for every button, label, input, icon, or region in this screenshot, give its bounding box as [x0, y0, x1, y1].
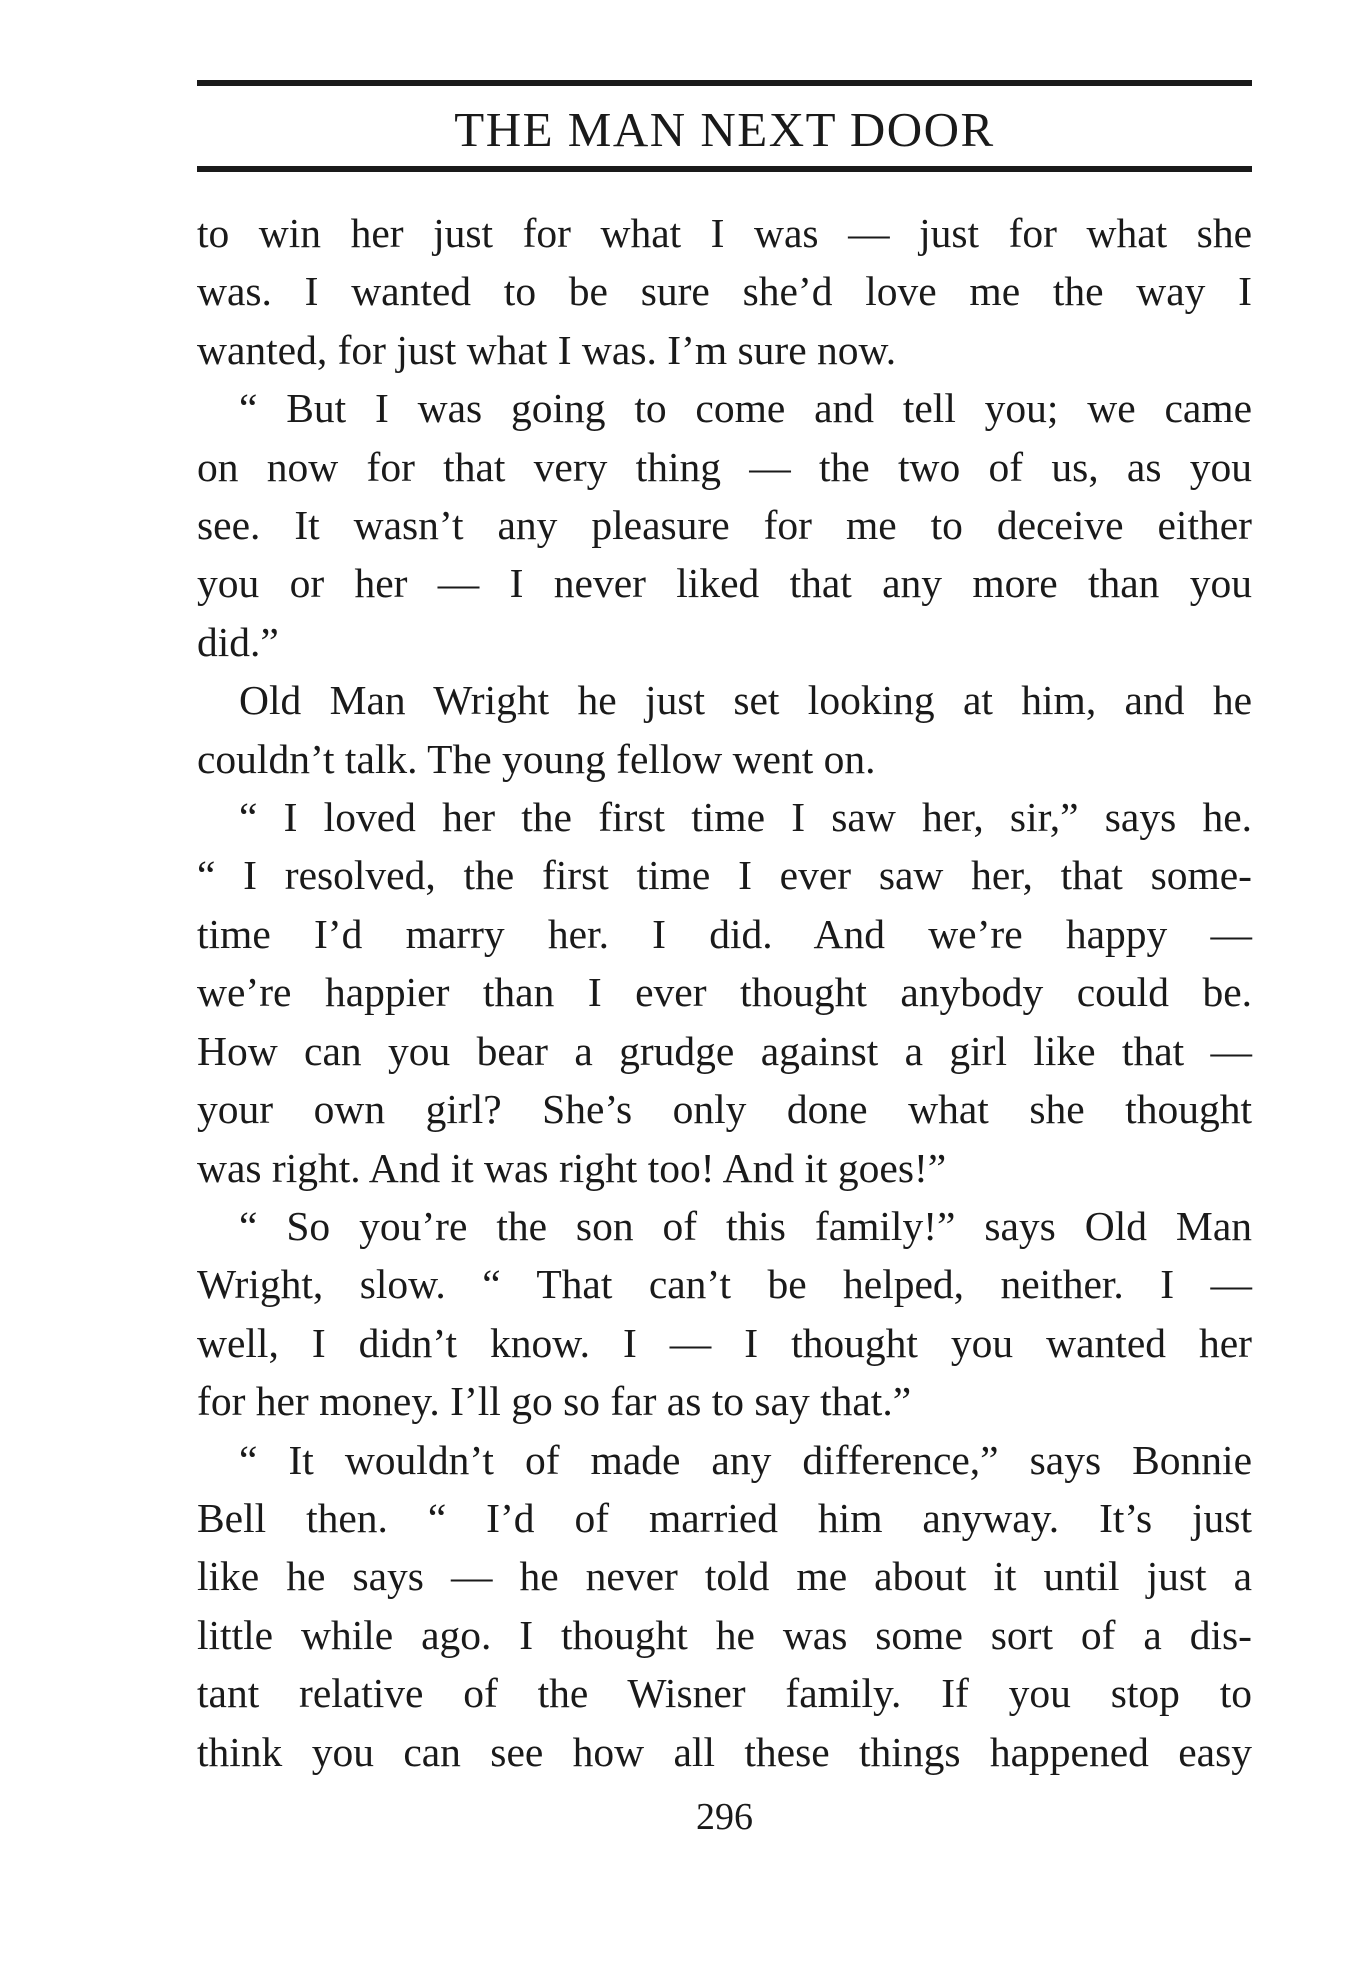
paragraph — [197, 1197, 1252, 1431]
text-line: you or her — I never liked that any more than you — [197, 560, 1252, 607]
text-line: Old Man Wright he just set looking at him, and he — [239, 677, 1252, 724]
text-line: “ But I was going to come and tell you; we came — [239, 385, 1252, 432]
text-line: was. I wanted to be sure she’d love me the way I — [197, 268, 1252, 315]
text-line: like he says — he never told me about it until just a — [197, 1553, 1252, 1600]
text-line: “ So you’re the son of this family!” says Old Man — [239, 1202, 1252, 1249]
running-head: THE MAN NEXT DOOR — [454, 102, 995, 157]
header-rule-bottom — [197, 166, 1252, 172]
text-line: “ I loved her the first time I saw her, sir,” says he. — [239, 794, 1252, 841]
text-line: did.” — [197, 618, 279, 665]
text-line: “ I resolved, the first time I ever saw her, that some- — [197, 852, 1252, 899]
text-line: “ It wouldn’t of made any difference,” says Bonnie — [239, 1436, 1252, 1483]
text-line: time I’d marry her. I did. And we’re happy — — [197, 910, 1252, 957]
text-line: well, I didn’t know. I — I thought you wanted her — [197, 1319, 1252, 1366]
body-text — [197, 204, 1252, 1781]
paragraph — [197, 204, 1252, 379]
paragraph — [197, 379, 1252, 671]
text-line: little while ago. I thought he was some sort of a dis- — [197, 1611, 1252, 1658]
text-line: think you can see how all these things happened easy — [197, 1728, 1252, 1775]
text-line: to win her just for what I was — just for what she — [197, 210, 1252, 256]
paragraph — [197, 788, 1252, 1197]
text-line: we’re happier than I ever thought anybody could be. — [197, 969, 1252, 1016]
page-number: 296 — [696, 1796, 753, 1838]
text-line: couldn’t talk. The young fellow went on. — [197, 735, 876, 782]
text-line: your own girl? She’s only done what she thought — [197, 1086, 1252, 1133]
text-line: on now for that very thing — the two of us, as you — [197, 443, 1252, 490]
text-line: Bell then. “ I’d of married him anyway. It’s just — [197, 1494, 1252, 1541]
header-rule-top — [197, 80, 1252, 86]
text-line: see. It wasn’t any pleasure for me to deceive either — [197, 502, 1252, 549]
text-line: How can you bear a grudge against a girl like that — — [197, 1027, 1252, 1074]
text-line: for her money. I’ll go so far as to say that.” — [197, 1378, 912, 1425]
paragraph — [197, 1431, 1252, 1781]
text-line: wanted, for just what I was. I’m sure now. — [197, 326, 897, 373]
text-line: was right. And it was right too! And it goes!” — [197, 1144, 947, 1191]
text-line: tant relative of the Wisner family. If you stop to — [197, 1670, 1252, 1717]
paragraph — [197, 671, 1252, 788]
text-line: Wright, slow. “ That can’t be helped, neither. I — — [197, 1261, 1252, 1308]
